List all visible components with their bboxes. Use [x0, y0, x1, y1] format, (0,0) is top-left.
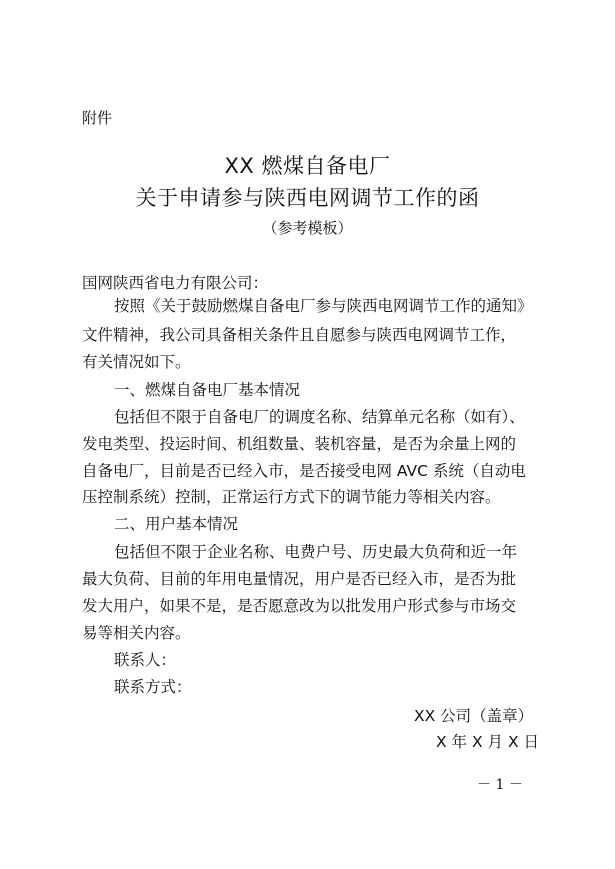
section-1-line: 包括但不限于自备电厂的调度名称、结算单元名称（如有）、 — [114, 408, 525, 426]
intro-line: 有关情况如下。 — [82, 353, 191, 371]
section-2-line: 最大负荷、目前的年用电量情况，用户是否已经入市，是否为批 — [82, 570, 517, 588]
section-2-line: 易等相关内容。 — [82, 624, 191, 642]
signature-date: X 年 X 月 X 日 — [436, 733, 539, 751]
page-number: － 1 － — [477, 777, 523, 793]
title-line-1: XX 燃煤自备电厂 — [224, 154, 391, 178]
section-2-line: 发大用户，如果不是，是否愿意改为以批发用户形式参与市场交 — [82, 597, 517, 615]
title-line-2: 关于申请参与陕西电网调节工作的函 — [135, 186, 480, 210]
section-1-line: 压控制系统）控制，正常运行方式下的调节能力等相关内容。 — [82, 488, 501, 506]
intro-line: 按照《关于鼓励燃煤自备电厂参与陕西电网调节工作的通知》 — [114, 297, 533, 315]
intro-line: 文件精神，我公司具备相关条件且自愿参与陕西电网调节工作， — [82, 326, 517, 344]
signature-company: XX 公司（盖章） — [414, 707, 534, 725]
section-2-heading: 二、用户基本情况 — [114, 515, 239, 533]
section-2-line: 包括但不限于企业名称、电费户号、历史最大负荷和近一年 — [114, 543, 518, 561]
subtitle: （参考模板） — [262, 219, 353, 237]
section-1-heading: 一、燃煤自备电厂基本情况 — [114, 381, 301, 399]
salutation: 国网陕西省电力有限公司： — [82, 274, 269, 292]
section-1-line: 自备电厂，目前是否已经入市，是否接受电网 AVC 系统（自动电 — [82, 462, 526, 480]
attachment-label: 附件 — [82, 109, 113, 127]
contact-method-label: 联系方式： — [114, 678, 192, 696]
contact-person-label: 联系人： — [114, 651, 177, 669]
section-1-line: 发电类型、投运时间、机组数量、装机容量，是否为余量上网的 — [82, 435, 517, 453]
